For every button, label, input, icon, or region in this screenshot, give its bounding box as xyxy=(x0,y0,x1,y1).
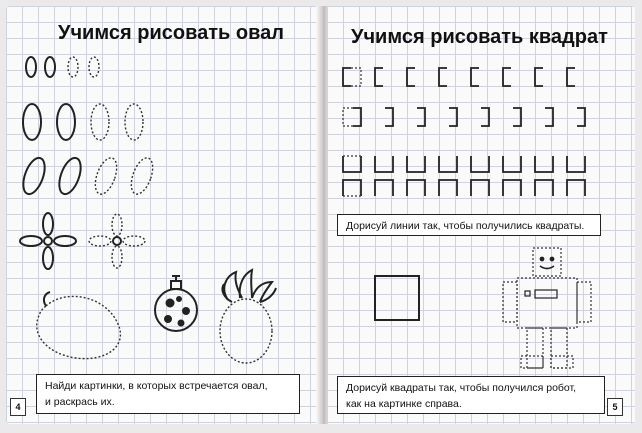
square-row-2 xyxy=(353,108,585,126)
oval-solid xyxy=(55,155,85,197)
page-number: 5 xyxy=(607,398,623,416)
pineapple-dashed xyxy=(220,299,272,363)
left-page xyxy=(6,6,321,424)
lemon-stem xyxy=(44,292,50,306)
right-page xyxy=(327,6,635,424)
page-title: Учимся рисовать квадрат xyxy=(351,26,608,48)
oval-dashed xyxy=(125,104,143,140)
square-row-1 xyxy=(343,68,575,86)
page-number: 4 xyxy=(10,398,26,416)
task-text-line: Дорисуй линии так, чтобы получились квадраты. xyxy=(346,220,585,232)
flower-dashed xyxy=(89,214,145,268)
oval-dashed xyxy=(127,155,157,197)
oval-solid xyxy=(19,155,49,197)
page-title: Учимся рисовать овал xyxy=(58,22,284,44)
square-row-4 xyxy=(343,180,585,196)
task-instruction-box xyxy=(36,374,300,414)
square-row-3 xyxy=(343,156,585,172)
task-text-line: и раскрась их. xyxy=(45,396,115,408)
ornament-icon xyxy=(155,276,197,331)
task-text-line: Дорисуй квадраты так, чтобы получился робот, xyxy=(346,382,577,394)
oval-solid xyxy=(26,57,36,77)
oval-dashed xyxy=(89,57,99,77)
oval-solid xyxy=(45,57,55,77)
task-instruction-box xyxy=(337,376,605,414)
oval-dashed xyxy=(68,57,78,77)
pineapple-leaves-icon xyxy=(222,270,276,302)
example-square xyxy=(375,276,419,320)
robot-face-icon xyxy=(540,257,554,268)
task-text-line: Найди картинки, в которых встречается овал, xyxy=(45,380,268,392)
oval-solid xyxy=(57,104,75,140)
lemon-dashed xyxy=(37,296,121,358)
robot-dashed xyxy=(503,248,591,368)
oval-solid xyxy=(23,104,41,140)
oval-dashed xyxy=(91,104,109,140)
oval-dashed xyxy=(91,155,121,197)
oval-exercises xyxy=(6,6,321,424)
task-instruction-box xyxy=(337,214,601,236)
robot-chest-panel xyxy=(535,290,557,298)
task-text-line: как на картинке справа. xyxy=(346,398,462,410)
flower-solid xyxy=(20,213,76,269)
